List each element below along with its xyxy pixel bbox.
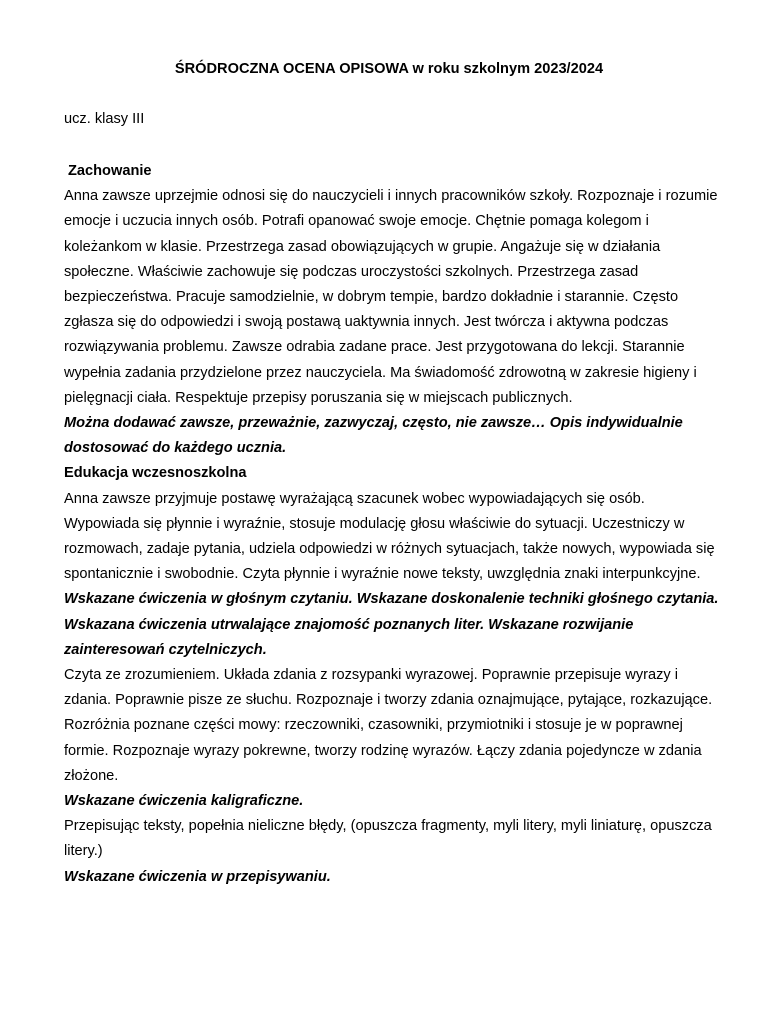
note-calligraphy: Wskazane ćwiczenia kaligraficzne. xyxy=(64,793,304,810)
note-behavior: Można dodawać zawsze, przeważnie, zazwyczaj, często, nie zawsze… Opis indywidualnie dostosować do każdego ucznia. xyxy=(64,415,683,457)
section-heading-behavior: Zachowanie xyxy=(68,163,152,179)
class-line: ucz. klasy III xyxy=(64,111,145,127)
paragraph-early-education: Anna zawsze przyjmuje postawę wyrażającą szacunek wobec wypowiadających się osób. Wypowiada się płynnie i wyraźnie, stosuje modulację głosu właściwie do sytuacji. Uczestniczy w rozmowach, zadaje pytania, udziela odpowiedzi w różnych sytuacjach, także nowych, wypowiada się spontanicznie i swobodnie. Czyta płynnie i wyraźnie nowe teksty, uwzględnia znaki interpunkcyjne. xyxy=(64,490,715,583)
paragraph-comprehension: Czyta ze zrozumieniem. Układa zdania z rozsypanki wyrazowej. Poprawnie przepisuje wyrazy i zdania. Poprawnie pisze ze słuchu. Rozpoznaje i tworzy zdania oznajmujące, pytające, rozkazujące. Rozróżnia poznane części mowy: rzeczowniki, czasowniki, przymiotniki i stosuje je w poprawnej formie. Rozpoznaje wyrazy pokrewne, tworzy rodzinę wyrazów. Łączy zdania pojedyncze w zdania złożone. xyxy=(64,667,713,784)
document-body xyxy=(64,159,724,890)
paragraph-copying: Przepisując teksty, popełnia nieliczne błędy, (opuszcza fragmenty, myli litery, myli liniaturę, opuszcza litery.) xyxy=(64,818,712,860)
document-title: ŚRÓDROCZNA OCENA OPISOWA w roku szkolnym 2023/2024 xyxy=(174,61,604,77)
note-reading: Wskazane ćwiczenia w głośnym czytaniu. Wskazane doskonalenie techniki głośnego czytania. Wskazana ćwiczenia utrwalające znajomość poznanych liter. Wskazane rozwijanie zainteresowań czytelniczych. xyxy=(64,591,719,658)
note-copying: Wskazane ćwiczenia w przepisywaniu. xyxy=(64,868,331,885)
paragraph-behavior: Anna zawsze uprzejmie odnosi się do nauczycieli i innych pracowników szkoły. Rozpoznaje i rozumie emocje i uczucia innych osób. Potrafi opanować swoje emocje. Chętnie pomaga kolegom i koleżankom w klasie. Przestrzega zasad obowiązujących w grupie. Angażuje się w działania społeczne. Właściwie zachowuje się podczas uroczystości szkolnych. Przestrzega zasad bezpieczeństwa. Pracuje samodzielnie, w dobrym tempie, bardzo dokładnie i starannie. Często zgłasza się do odpowiedzi i swoją postawą uaktywnia innych. Jest twórcza i aktywna podczas rozwiązywania problemu. Zawsze odrabia zadane prace. Jest przygotowana do lekcji. Starannie wypełnia zadania przydzielone przez nauczyciela. Ma świadomość zdrowotną w zakresie higieny i pielęgnacji ciała. Respektuje przepisy poruszania się w miejscach publicznych. xyxy=(64,188,718,406)
section-heading-early-education: Edukacja wczesnoszkolna xyxy=(64,465,247,482)
